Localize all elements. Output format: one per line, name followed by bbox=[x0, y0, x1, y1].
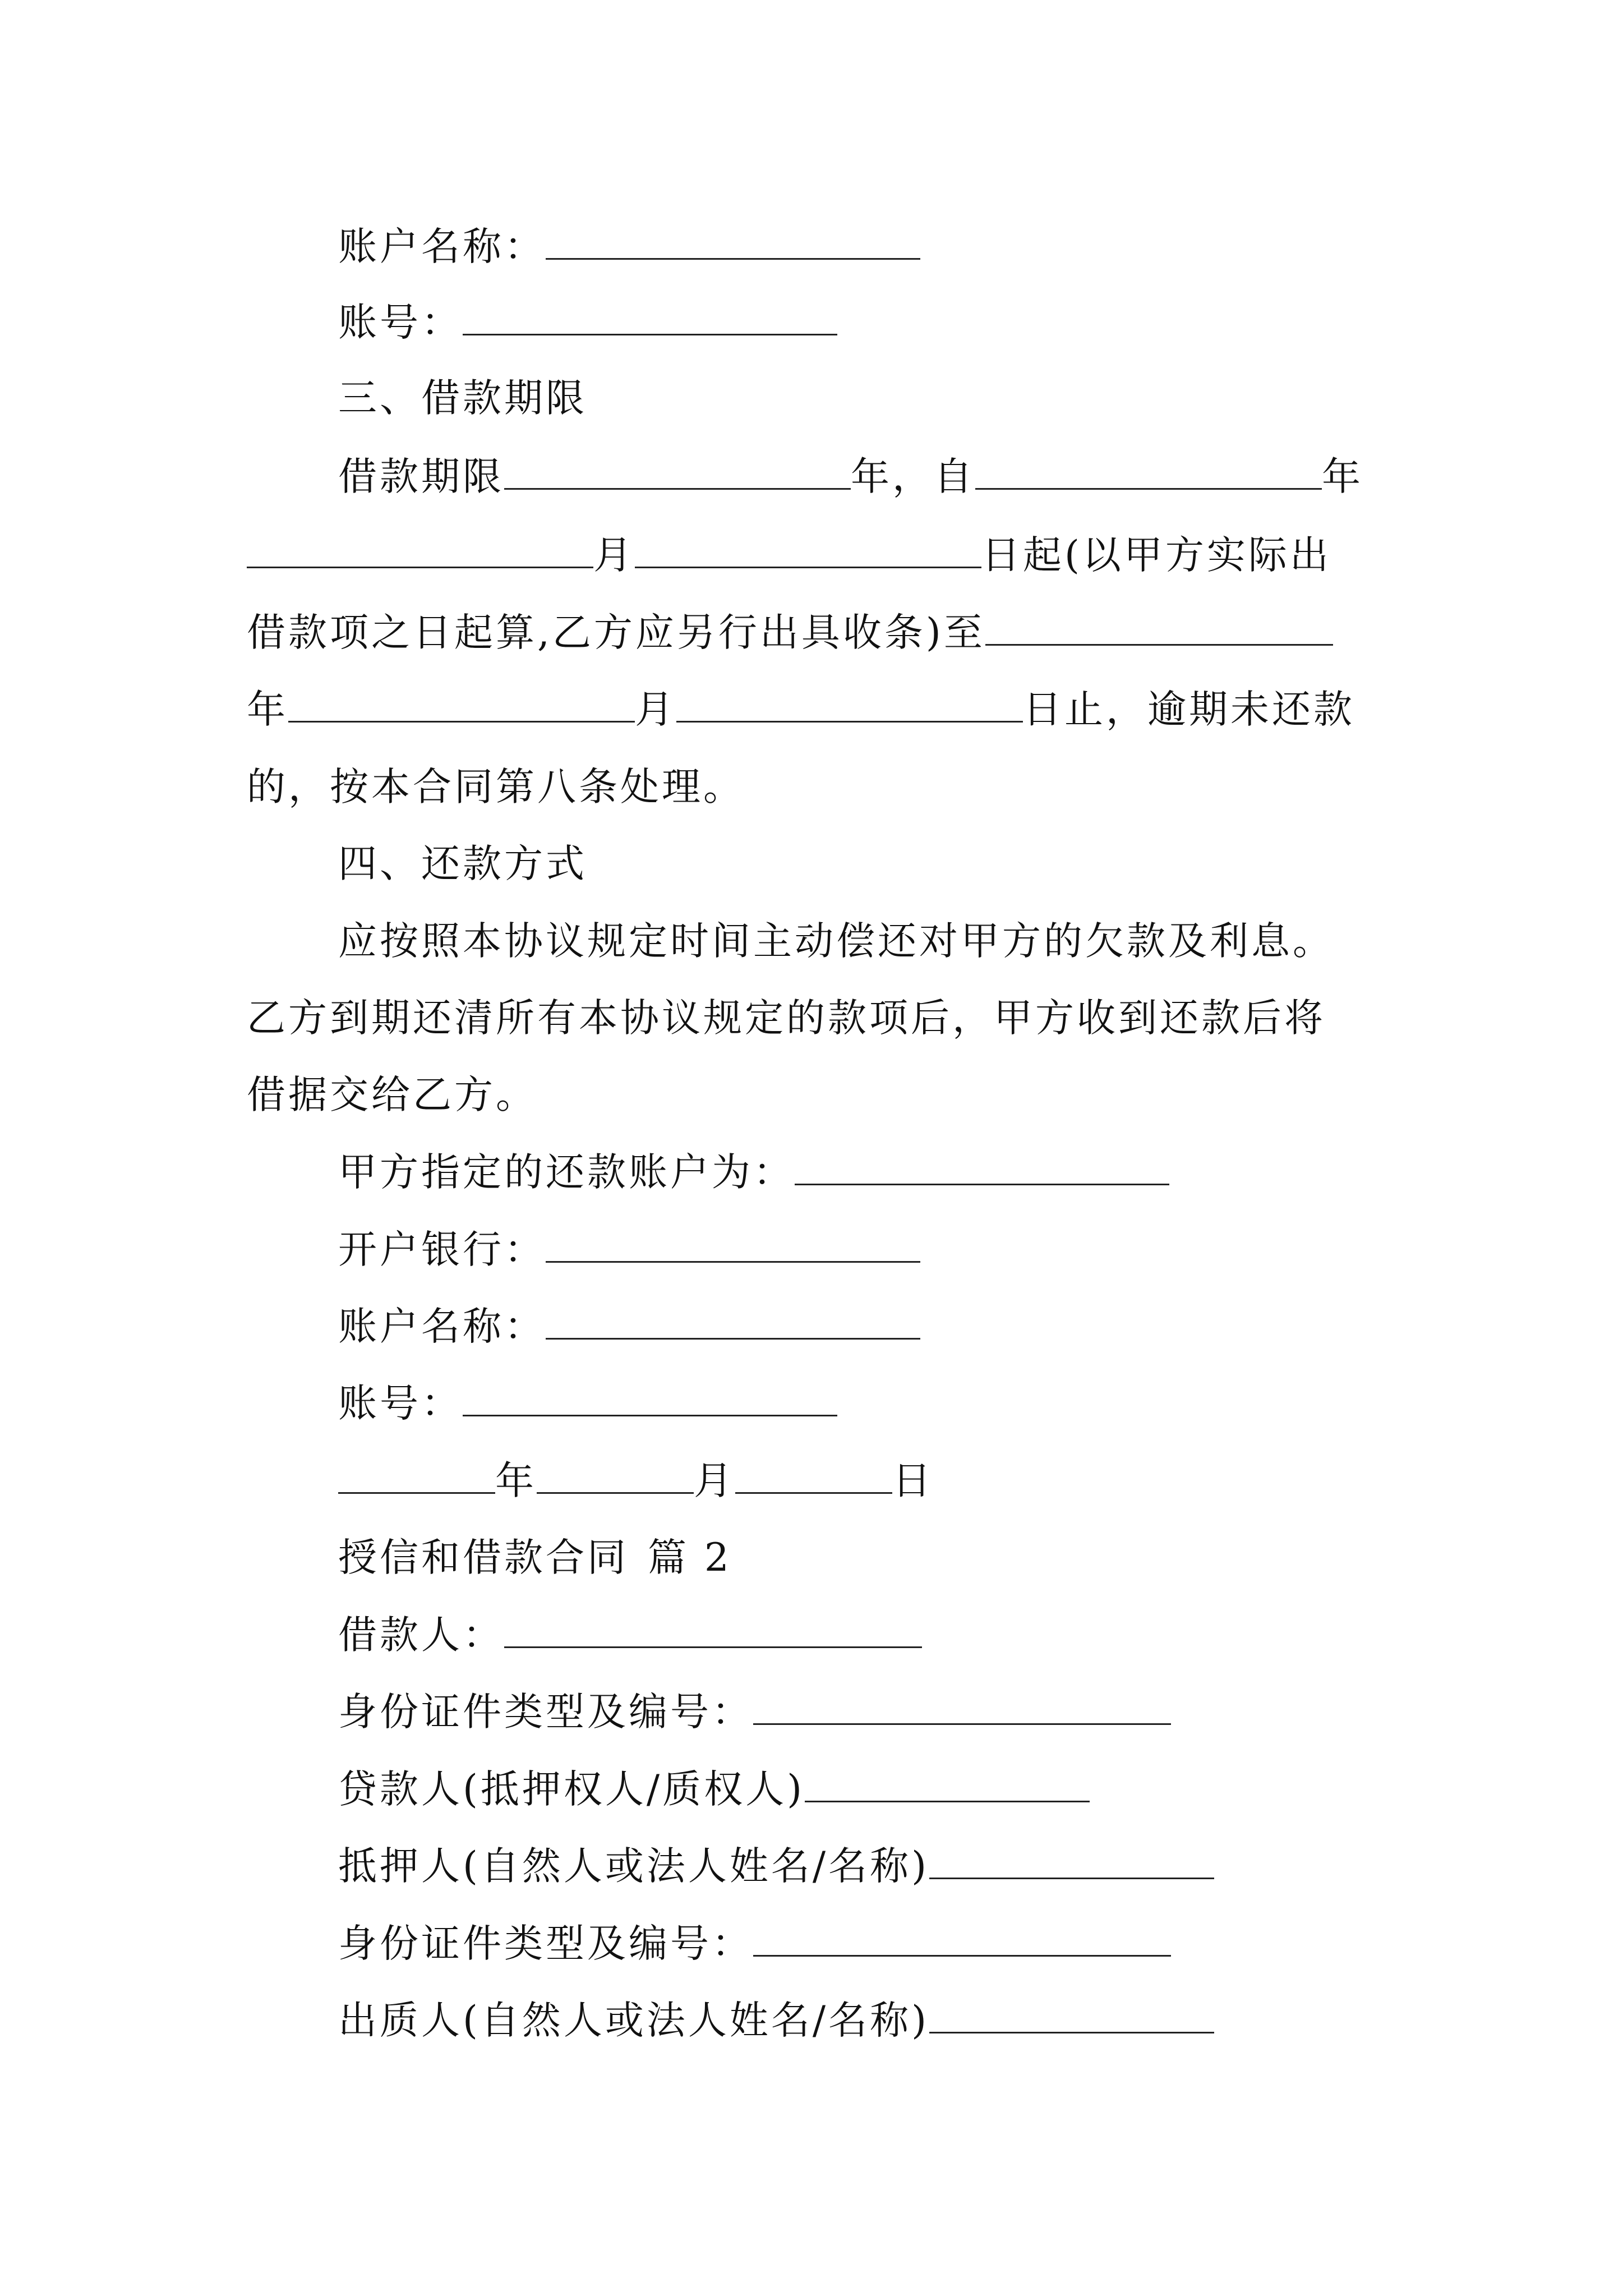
repayment-text-1: 应按照本协议规定时间主动偿还对甲方的欠款及利息。 bbox=[338, 919, 1334, 964]
repayment-paragraph-line-2 bbox=[247, 996, 1326, 1041]
loan-term-line-5 bbox=[247, 765, 745, 809]
account-name-blank-2 bbox=[546, 1306, 920, 1340]
end-month-text: 月 bbox=[635, 687, 676, 732]
loan-term-line-3 bbox=[247, 610, 1333, 655]
loan-term-label: 借款期限 bbox=[338, 454, 504, 499]
repayment-text-2: 乙方到期还清所有本协议规定的款项后，甲方收到还款后将 bbox=[247, 996, 1326, 1041]
pledgor-blank bbox=[929, 2000, 1214, 2033]
account-name-blank bbox=[546, 227, 920, 260]
loan-term-line-2 bbox=[247, 533, 1331, 578]
account-name-label-2: 账户名称： bbox=[338, 1304, 546, 1349]
term-from-text: 年，自 bbox=[851, 454, 975, 499]
account-name-label: 账户名称： bbox=[338, 224, 546, 269]
date-year-blank bbox=[338, 1461, 495, 1494]
date-day-blank bbox=[735, 1461, 892, 1494]
contract-2-title: 授信和借款合同 bbox=[338, 1535, 629, 1580]
borrower-label: 借款人： bbox=[338, 1613, 504, 1658]
mortgagor-blank bbox=[929, 1846, 1214, 1879]
date-month-blank bbox=[537, 1461, 694, 1494]
bank-label: 开户银行： bbox=[338, 1227, 546, 1272]
lender-line bbox=[338, 1767, 1090, 1812]
date-day-text: 日 bbox=[892, 1458, 934, 1503]
mortgagor-line bbox=[338, 1844, 1214, 1889]
id-type-line-1 bbox=[338, 1690, 1171, 1734]
repayment-paragraph-line-3 bbox=[247, 1073, 537, 1117]
article-8-reference: 的，按本合同第八条处理。 bbox=[247, 765, 745, 809]
date-year-text: 年 bbox=[495, 1458, 537, 1503]
end-year-text: 年 bbox=[247, 687, 288, 732]
end-day-blank bbox=[676, 689, 1023, 723]
end-month-blank bbox=[288, 689, 635, 723]
section-4-title: 四、还款方式 bbox=[338, 841, 587, 886]
mortgagor-label: 抵押人(自然人或法人姓名/名称) bbox=[338, 1844, 930, 1889]
date-month-text: 月 bbox=[694, 1458, 735, 1503]
month-text: 月 bbox=[593, 533, 635, 578]
section-4-heading bbox=[338, 841, 587, 886]
section-3-heading bbox=[338, 376, 587, 421]
id-type-blank-1 bbox=[753, 1692, 1171, 1725]
account-number-blank bbox=[463, 302, 837, 335]
receipt-clause-text: 借款项之日起算,乙方应另行出具收条)至 bbox=[247, 610, 985, 655]
section-3-title: 三、借款期限 bbox=[338, 376, 587, 421]
id-type-label-1: 身份证件类型及编号： bbox=[338, 1690, 753, 1734]
account-number-line-2 bbox=[338, 1381, 837, 1426]
account-name-line bbox=[338, 224, 920, 269]
lender-blank bbox=[805, 1769, 1090, 1802]
account-number-label-2: 账号： bbox=[338, 1381, 463, 1426]
overdue-text: 日止，逾期未还款 bbox=[1023, 687, 1355, 732]
loan-term-line-1 bbox=[338, 454, 1363, 499]
year-text: 年 bbox=[1322, 454, 1363, 499]
start-month-blank bbox=[247, 535, 593, 568]
end-year-blank bbox=[985, 613, 1333, 646]
start-day-text: 日起(以甲方实际出 bbox=[981, 533, 1331, 578]
pledgor-label: 出质人(自然人或法人姓名/名称) bbox=[338, 1998, 930, 2043]
repayment-text-3: 借据交给乙方。 bbox=[247, 1073, 537, 1117]
date-line bbox=[338, 1458, 934, 1503]
lender-label: 贷款人(抵押权人/质权人) bbox=[338, 1767, 805, 1812]
account-number-label: 账号： bbox=[338, 300, 463, 345]
account-number-blank-2 bbox=[463, 1383, 837, 1416]
repayment-account-blank bbox=[795, 1152, 1169, 1185]
start-year-blank bbox=[975, 457, 1322, 490]
contract-2-part: 篇 2 bbox=[648, 1535, 732, 1580]
loan-term-line-4 bbox=[247, 687, 1355, 732]
term-years-blank bbox=[504, 457, 851, 490]
start-day-blank bbox=[635, 535, 981, 568]
account-name-line-2 bbox=[338, 1304, 920, 1349]
borrower-blank bbox=[504, 1615, 922, 1648]
id-type-label-2: 身份证件类型及编号： bbox=[338, 1921, 753, 1966]
bank-line bbox=[338, 1227, 920, 1272]
id-type-line-2 bbox=[338, 1921, 1171, 1966]
bank-blank bbox=[546, 1230, 920, 1263]
account-number-line bbox=[338, 300, 837, 345]
pledgor-line bbox=[338, 1998, 1214, 2043]
repayment-account-line bbox=[338, 1150, 1169, 1195]
repayment-account-label: 甲方指定的还款账户为： bbox=[338, 1150, 795, 1195]
borrower-line bbox=[338, 1613, 922, 1658]
id-type-blank-2 bbox=[753, 1924, 1171, 1957]
repayment-paragraph-line-1 bbox=[338, 919, 1334, 964]
contract-2-heading bbox=[338, 1535, 732, 1580]
